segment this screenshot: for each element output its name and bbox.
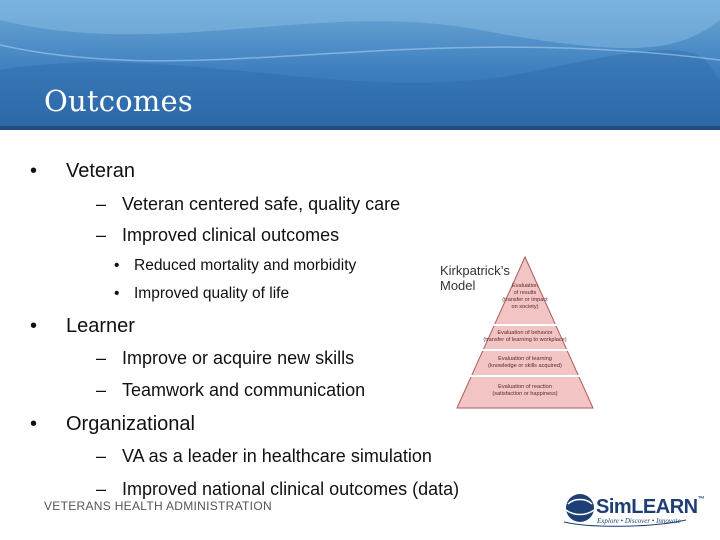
pyramid-level-learning-line1: Evaluation of learning <box>498 356 552 362</box>
dash-icon: – <box>96 446 107 466</box>
bullet-dot-icon: • <box>114 285 120 302</box>
subbullet-learner-teamwork: – Teamwork and communication <box>96 380 366 400</box>
subsubbullet-quality-of-life: • Improved quality of life <box>114 285 290 302</box>
pyramid-level-results-line4: on society) <box>511 304 539 310</box>
dash-icon: – <box>96 348 107 368</box>
subbullet-org-leader: – VA as a leader in healthcare simulation <box>96 446 432 466</box>
subbullet-learner-skills: – Improve or acquire new skills <box>96 348 355 368</box>
simlearn-tagline: Explore • Discover • Innovate <box>597 517 681 525</box>
bullet-veteran: • Veteran <box>30 160 135 182</box>
kirkpatrick-label-line1: Kirkpatrick’s <box>440 263 510 278</box>
subbullet-veteran-outcomes: – Improved clinical outcomes <box>96 225 340 245</box>
bullet-organizational: • Organizational <box>30 413 195 435</box>
bullet-dot-icon: • <box>30 315 38 337</box>
footer-agency-name: VETERANS HEALTH ADMINISTRATION <box>44 499 272 513</box>
bullet-dot-icon: • <box>30 160 38 182</box>
bullet-learner: • Learner <box>30 315 135 337</box>
dash-icon: – <box>96 380 107 400</box>
pyramid-level-results-line3: (transfer or impact <box>502 297 548 303</box>
slide-title: Outcomes <box>44 84 193 118</box>
dash-icon: – <box>96 225 107 245</box>
kirkpatrick-pyramid <box>455 255 595 410</box>
dash-icon: – <box>96 479 107 499</box>
pyramid-level-results-line2: of results <box>513 290 537 296</box>
logo-globe-icon <box>566 494 594 522</box>
bullet-dot-icon: • <box>114 257 120 274</box>
subbullet-org-outcomes: – Improved national clinical outcomes (data) <box>96 479 460 499</box>
pyramid-level-behavior-line2: (transfer of learning to workplace) <box>483 337 567 343</box>
simlearn-logo-text: SimLEARN™ <box>596 496 705 518</box>
subsubbullet-reduced-mortality: • Reduced mortality and morbidity <box>114 257 357 274</box>
kirkpatrick-label-line2: Model <box>440 278 476 293</box>
pyramid-level-learning-line2: (knowledge or skills acquired) <box>488 363 562 369</box>
pyramid-level-reaction-line1: Evaluation of reaction <box>498 384 552 390</box>
pyramid-level-reaction-line2: (satisfaction or happiness) <box>492 391 558 397</box>
bullet-dot-icon: • <box>30 413 38 435</box>
pyramid-level-behavior-line1: Evaluation of behavior <box>497 330 553 336</box>
pyramid-level-results-line1: Evaluation <box>511 283 539 289</box>
subbullet-veteran-safe: – Veteran centered safe, quality care <box>96 194 401 214</box>
dash-icon: – <box>96 194 107 214</box>
